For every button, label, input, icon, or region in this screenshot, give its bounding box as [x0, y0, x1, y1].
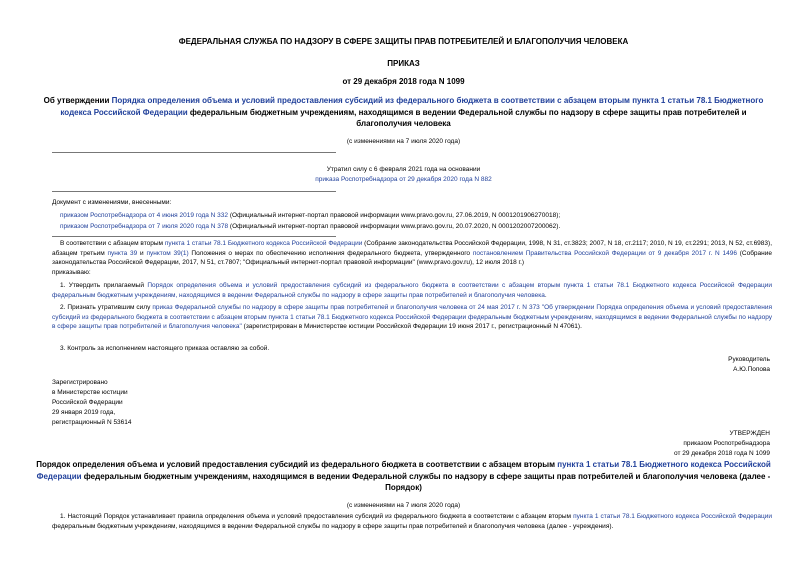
changes-item-link[interactable]: приказом Роспотребнадзора от 7 июля 2020 года N 378	[60, 223, 229, 230]
item-2-paragraph	[52, 303, 772, 332]
changes-item-text: (Официальный интернет-портал правовой информации www.pravo.gov.ru, 20.07.2020, N 0001202007200062).	[228, 223, 561, 230]
approved-line: от 29 декабря 2018 года N 1099	[673, 450, 770, 457]
registration-line: в Министерстве юстиции	[52, 389, 128, 396]
clause-39-1-link[interactable]: пунктом 39(1)	[146, 249, 189, 257]
title-prefix: Об утверждении	[43, 96, 112, 105]
annex-title-link[interactable]: пункта 1 статьи 78.1 Бюджетного кодекса Российской Федерации	[36, 460, 771, 481]
signature-name: А.Ю.Попова	[733, 366, 770, 373]
item-1-text: .	[544, 291, 547, 299]
doc-type: ПРИКАЗ	[387, 59, 420, 68]
approved-heading: УТВЕРЖДЕН	[729, 430, 770, 437]
signature-role: Руководитель	[728, 356, 770, 363]
agency-heading: ФЕДЕРАЛЬНАЯ СЛУЖБА ПО НАДЗОРУ В СФЕРЕ ЗАЩИТЫ ПРАВ ПОТРЕБИТЕЛЕЙ И БЛАГОПОЛУЧИЯ ЧЕЛОВЕКА	[178, 37, 629, 46]
doc-date-number: от 29 декабря 2018 года N 1099	[342, 77, 465, 86]
item-3-paragraph: 3. Контроль за исполнением настоящего приказа оставляю за собой.	[60, 345, 270, 352]
preamble-text: В соответствии с абзацем вторым	[60, 240, 165, 247]
preamble-paragraph	[52, 239, 772, 268]
lost-force-link[interactable]: приказа Роспотребнадзора от 29 декабря 2020 года N 882	[315, 176, 492, 183]
changes-item	[60, 211, 780, 221]
annex-title-text: федеральным бюджетным учреждениям, находящимся в ведении Федеральной службы по надзору в сфере защиты прав потребителей и благополучия человека (далее - Порядок)	[81, 471, 771, 492]
changes-item-text: (Официальный интернет-портал правовой информации www.pravo.gov.ru, 27.06.2019, N 0001201906270018);	[228, 212, 561, 219]
item-1-paragraph	[52, 281, 772, 300]
government-resolution-link[interactable]: постановлением Правительства Российской Федерации от 9 декабря 2017 г. N 1496	[472, 249, 737, 257]
revision-note: (с изменениями на 7 июля 2020 года)	[346, 138, 461, 145]
item-2-text: (зарегистрирован в Министерстве юстиции Российской Федерации 19 июня 2017 г., регистрационный N 47061).	[241, 323, 582, 331]
preamble-text: Положения о мерах по обеспечению исполнения федерального бюджета, утвержденного	[188, 249, 473, 257]
registration-line: 29 января 2019 года,	[52, 409, 116, 416]
registration-line: регистрационный N 53614	[52, 419, 132, 426]
changes-heading: Документ с изменениями, внесенными:	[52, 199, 172, 206]
lost-force-line: Утратил силу с 6 февраля 2021 года на основании	[326, 166, 481, 173]
annex-item-1-paragraph	[52, 512, 772, 531]
annex-item-1-text: 1. Настоящий Порядок устанавливает правила определения объема и условий предоставления субсидий из федерального бюджета в соответствии с абзацем вторым	[60, 513, 574, 520]
approved-line: приказом Роспотребнадзора	[683, 440, 770, 447]
annex-revision-note: (с изменениями на 7 июля 2020 года)	[346, 502, 461, 509]
annex-item-1-text: федеральным бюджетным учреждениям, находящимся в ведении Федеральной службы по надзору в сфере защиты прав потребителей и благополучия человека (далее - учреждения).	[52, 522, 614, 530]
registration-line: Зарегистрировано	[52, 379, 108, 386]
item-2-text: 2. Признать утратившим силу	[60, 304, 153, 311]
preamble-text: и	[137, 249, 147, 257]
clause-39-link[interactable]: пункта 39	[107, 249, 138, 257]
divider	[52, 236, 336, 237]
item-1-text: 1. Утвердить прилагаемый	[60, 282, 148, 289]
annex-title-text: Порядок определения объема и условий предоставления субсидий из федерального бюджета в соответствии с абзацем вторым	[36, 460, 558, 469]
divider	[52, 152, 336, 153]
registration-line: Российской Федерации	[52, 399, 123, 406]
budget-code-link[interactable]: пункта 1 статьи 78.1 Бюджетного кодекса Российской Федерации	[164, 240, 363, 247]
divider	[52, 191, 336, 192]
annex-budget-code-link[interactable]: пункта 1 статьи 78.1 Бюджетного кодекса Российской Федерации	[573, 513, 773, 520]
preamble-text: (Собрание законодательства Российской Федерации, 1998, N 31, ст.3823; 2007, N 18, ст.2117; 2010, N 19, ст.2291; 2013, N 52, ст.6983), абзацем третьим	[52, 240, 772, 257]
changes-item	[60, 222, 780, 232]
preamble-text: (Собрание законодательства Российской Федерации, 2017, N 51, ст.7807; "Официальный интернет-портал правовой информации" (www.pravo.gov.ru), 12 июля 2018 г.)	[52, 249, 772, 267]
annex-title	[36, 459, 771, 494]
order-word: приказываю:	[52, 269, 91, 276]
title-suffix: федеральным бюджетным учреждениям, находящимся в ведении Федеральной службы по надзору в сфере защиты прав потребителей и благополучия человека	[187, 107, 747, 128]
changes-item-link[interactable]: приказом Роспотребнадзора от 4 июня 2019 года N 332	[60, 212, 229, 219]
repealed-order-link[interactable]: приказ Федеральной службы по надзору в сфере защиты прав потребителей и благополучия человека от 24 мая 2017 г. N 373 "Об утверждении Порядка определения объема и условий предоставления субсидий из федерального бюджета в соответствии с абзацем вторым пункта 1 статьи 78.1 Бюджетного кодекса Российской Федерации федеральным бюджетным учреждениям, находящимся в ведении Федеральной службы по надзору в сфере защиты прав потребителей и благополучия человека"	[52, 304, 772, 331]
document-title	[36, 95, 771, 130]
procedure-link[interactable]: Порядок определения объема и условий предоставления субсидий из федерального бюджета в соответствии с абзацем вторым пункта 1 статьи 78.1 Бюджетного кодекса Российской Федерации федеральным бюджетным учреждениям, находящимся в ведении Федеральной службы по надзору в сфере защиты прав потребителей и благополучия человека	[52, 282, 772, 299]
title-link[interactable]: Порядка определения объема и условий предоставления субсидий из федерального бюджета в соответствии с абзацем вторым пункта 1 статьи 78.1 Бюджетного кодекса Российской Федерации	[60, 96, 764, 117]
